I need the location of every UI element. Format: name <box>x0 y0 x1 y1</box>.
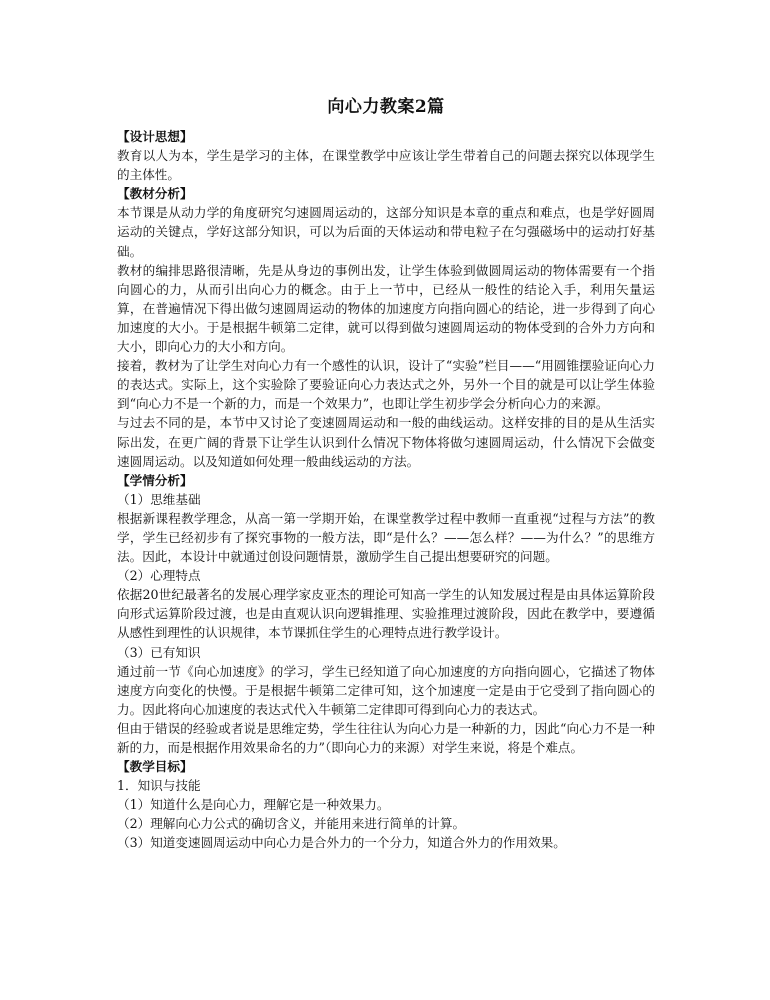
list-item: （1）知道什么是向心力，理解它是一种效果力。 <box>117 797 390 813</box>
paragraph: 通过前一节《向心加速度》的学习，学生已经知道了向心加速度的方向指向圆心，它描述了物体速度方向变化的快慢。于是根据牛顿第二定律可知，这个加速度一定是由于它受到了指向圆心的力。因此将向心加速度的表达式代入牛顿第二定律即可得到向心力的表达式。 <box>117 663 655 717</box>
paragraph: 根据新课程教学理念，从高一第一学期开始，在课堂教学过程中教师一直重视“过程与方法”的教学，学生已经初步有了探究事物的一般方法，即“是什么？——怎么样？——为什么？”的思维方法。因此，本设计中就通过创设问题情景，激励学生自己提出想要研究的问题。 <box>117 510 655 565</box>
subheading: （3）已有知识 <box>117 644 201 660</box>
paragraph: 接着，教材为了让学生对向心力有一个感性的认识，设计了“实验”栏目——“用圆锥摆验证向心力的表达式。实际上，这个实验除了要验证向心力表达式之外，另外一个目的就是可以让学生体验到“向心力不是一个新的力，而是一个效果力”，也即让学生初步学会分析向心力的来源。 <box>117 358 655 412</box>
section-heading-design-idea: 【设计思想】 <box>117 129 193 144</box>
document-page <box>117 92 655 853</box>
subheading: （1）思维基础 <box>117 491 201 507</box>
subheading: （2）心理特点 <box>117 568 201 584</box>
paragraph: 教育以人为本，学生是学习的主体，在课堂教学中应该让学生带着自己的问题去探究以体现学生的主体性。 <box>117 148 655 183</box>
list-item: （2）理解向心力公式的确切含义，并能用来进行简单的计算。 <box>117 816 466 832</box>
list-item: （3）知道变速圆周运动中向心力是合外力的一个分力，知道合外力的作用效果。 <box>117 835 566 851</box>
subheading: 1．知识与技能 <box>117 778 201 794</box>
paragraph: 依据20世纪最著名的发展心理学家皮亚杰的理论可知高一学生的认知发展过程是由具体运算阶段向形式运算阶段过渡，也是由直观认识向逻辑推理、实验推理过渡阶段，因此在教学中，要遵循从感性到理性的认识规律，本节课抓住学生的心理特点进行教学设计。 <box>117 587 655 641</box>
paragraph: 本节课是从动力学的角度研究匀速圆周运动的，这部分知识是本章的重点和难点，也是学好圆周运动的关键点，学好这部分知识，可以为后面的天体运动和带电粒子在匀强磁场中的运动打好基础。 <box>117 205 655 259</box>
section-heading-teaching-goals: 【教学目标】 <box>117 759 193 775</box>
section-heading-student-analysis: 【学情分析】 <box>117 472 193 488</box>
paragraph: 但由于错误的经验或者说是思维定势，学生往往认为向心力是一种新的力，因此“向心力不是一种新的力，而是根据作用效果命名的力”（即向心力的来源）对学生来说，将是个难点。 <box>117 720 655 755</box>
section-heading-textbook-analysis: 【教材分析】 <box>117 186 193 202</box>
paragraph: 教材的编排思路很清晰，先是从身边的事例出发，让学生体验到做圆周运动的物体需要有一个指向圆心的力，从而引出向心力的概念。由于上一节中，已经从一般性的结论入手，利用矢量运算，在普遍情况下得出做匀速圆周运动的物体的加速度方向指向圆心的结论，进一步得到了向心加速度的大小。于是根据牛顿第二定律，就可以得到做匀速圆周运动的物体受到的合外力方向和大小，即向心力的大小和方向。 <box>117 262 655 355</box>
paragraph: 与过去不同的是，本节中又讨论了变速圆周运动和一般的曲线运动。这样安排的目的是从生活实际出发，在更广阔的背景下让学生认识到什么情况下物体将做匀速圆周运动，什么情况下会做变速圆周运动。以及知道如何处理一般曲线运动的方法。 <box>117 415 655 469</box>
document-title: 向心力教案2篇 <box>327 97 445 117</box>
